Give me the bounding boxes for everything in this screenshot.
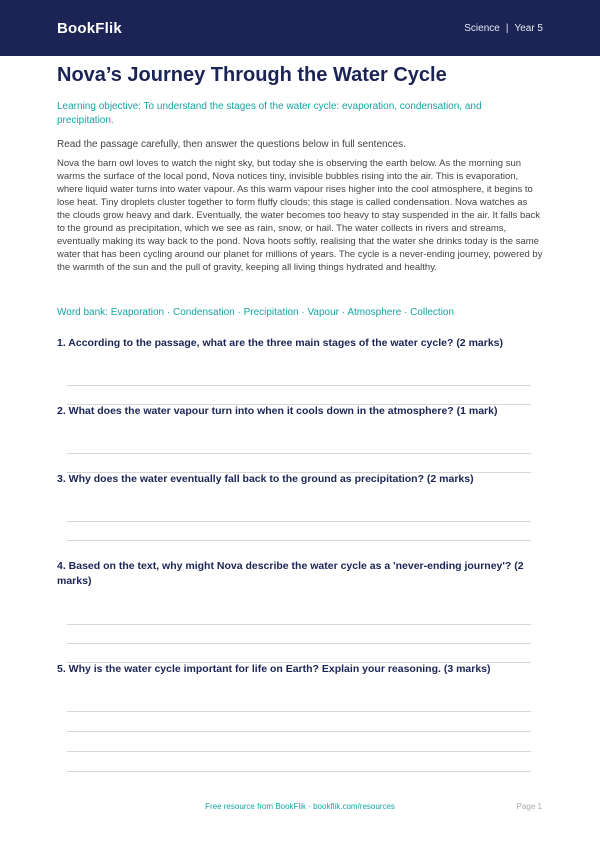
- subject-year-meta: [464, 23, 543, 34]
- question-2: 2. What does the water vapour turn into when it cools down in the atmosphere? (1 mark): [57, 405, 498, 417]
- word-bank: Word bank: Evaporation · Condensation · Precipitation · Vapour · Atmosphere · Collection: [57, 307, 455, 318]
- question-3: 3. Why does the water eventually fall back to the ground as precipitation? (2 marks): [57, 473, 474, 485]
- footer-resource-link[interactable]: Free resource from BookFlik · bookflik.com/resources: [205, 802, 395, 811]
- site-header: [0, 0, 600, 56]
- question-4: 4. Based on the text, why might Nova describe the water cycle as a 'never-ending journey'? (2 marks): [57, 560, 524, 587]
- worksheet-title: Nova’s Journey Through the Water Cycle: [57, 64, 447, 86]
- subject-label: Science: [464, 22, 500, 34]
- answer-line-q4-1[interactable]: [67, 624, 531, 625]
- answer-line-q5-1[interactable]: [67, 711, 531, 712]
- page-number: Page 1: [516, 802, 542, 811]
- question-1: 1. According to the passage, what are the three main stages of the water cycle? (2 marks): [57, 337, 504, 349]
- question-5: 5. Why is the water cycle important for life on Earth? Explain your reasoning. (3 marks): [57, 663, 491, 675]
- answer-line-q3-1[interactable]: [67, 521, 531, 522]
- answer-line-q5-2[interactable]: [67, 731, 531, 732]
- answer-line-q2-1[interactable]: [67, 453, 531, 454]
- answer-line-q5-4[interactable]: [67, 771, 531, 772]
- year-label: Year 5: [514, 22, 543, 34]
- answer-line-q1-1[interactable]: [67, 385, 531, 386]
- meta-separator: |: [505, 22, 509, 34]
- answer-line-q5-3[interactable]: [67, 751, 531, 752]
- learning-objective: Learning objective: To understand the stages of the water cycle: evaporation, condensation, and precipitation.: [57, 101, 482, 126]
- reading-passage: Nova the barn owl loves to watch the night sky, but today she is observing the earth below. As the morning sun warms the surface of the local pond, Nova notices tiny, invisible bubbles rising into the air. This is evaporation, where liquid water turns into water vapour. As this warm vapour rises higher into the cool atmosphere, it begins to lose heat. Tiny droplets cluster together to form fluffy clouds; this stage is called condensation. Nova watches as the clouds grow heavy and dark. Eventually, the water becomes too heavy to stay suspended in the air. It falls back to the ground as precipitation, which we see as rain, snow, or hail. The water collects in rivers and streams, eventually making its way back to the pond. Nova hoots softly, realising that the water she drinks today is the same water that has been cycling around our planet for millions of years. The cycle is a never-ending journey, powered by the warmth of the sun and the pull of gravity, keeping all living things hydrated and healthy.: [57, 158, 543, 273]
- brand-logo[interactable]: BookFlik: [57, 19, 122, 37]
- answer-line-q4-2[interactable]: [67, 643, 531, 644]
- answer-line-q3-2[interactable]: [67, 540, 531, 541]
- instructions-text: Read the passage carefully, then answer the questions below in full sentences.: [57, 139, 406, 150]
